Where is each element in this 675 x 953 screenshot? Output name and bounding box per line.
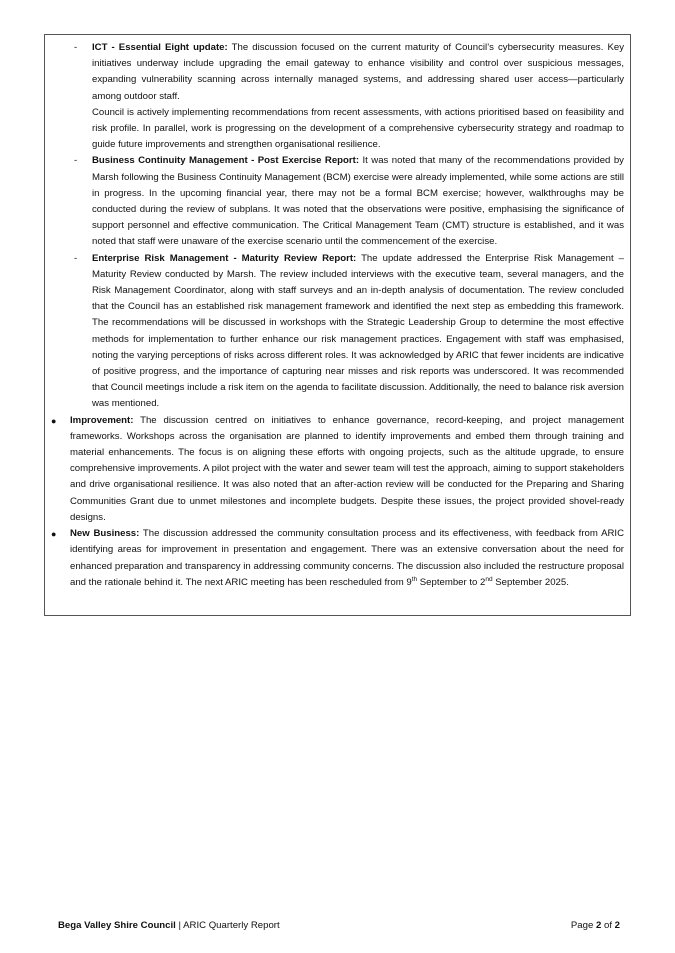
dash-marker: - <box>74 252 78 264</box>
content-box <box>44 34 631 616</box>
item-paragraph <box>92 153 624 250</box>
ordinal-suffix: th <box>411 575 418 583</box>
item-title: New Business: <box>70 528 140 540</box>
item-title: Enterprise Risk Management - Maturity Review Report: <box>92 252 357 264</box>
footer-title <box>58 920 280 931</box>
page-prefix: Page <box>570 920 596 931</box>
item-paragraph: Council is actively implementing recommendations from recent assessments, with actions prioritised based on feasibility and risk profile. In parallel, work is progressing on the development of a comprehensive cybersecurity strategy and roadmap to guide future improvements and strengthen organisational resilience. <box>92 106 624 151</box>
ordinal-suffix: nd <box>485 575 493 583</box>
bullet-marker: ● <box>51 529 57 540</box>
item-text: The update addressed the Enterprise Risk Management – Maturity Review conducted by Marsh. The review included interviews with the executive team, several managers, and the Risk Management Coordinator, along with staff surveys and an in-depth analysis of documentation. The review concluded that the Council has an established risk management framework and identified the next step as embedding this framework. The recommendations will be discussed in workshops with the Strategic Leadership Group to determine the most effective methods for implementation to further enhance our risk management practices. Engagement with staff was emphasised, noting the varying perceptions of risks across different roles. It was acknowledged by ARIC that fewer incidents are indicative of positive progress, and the importance of capturing near misses and risk reports was underscored. It was recommended that Council meetings include a risk item on the agenda to facilitate discussion. Additionally, the need to balance risk aversion was mentioned. <box>92 252 624 410</box>
list-item <box>45 413 630 526</box>
page-number <box>571 920 620 931</box>
item-paragraph <box>70 526 624 591</box>
item-title: ICT - Essential Eight update: <box>92 42 228 53</box>
dash-marker: - <box>74 42 78 53</box>
item-title: Improvement: <box>70 414 134 426</box>
item-text: The discussion centred on initiatives to enhance governance, record-keeping, and project management frameworks. Workshops across the organisation are planned to identify improvements and embed them through training and material enhancements. The focus is on aligning these efforts with ongoing projects, such as the altitude upgrade, to ensure comprehensive improvements. A pilot project with the water and sewer team will test the approach, aiming to support stakeholders and drive organisational resilience. It was also noted that an after-action review will be conducted for the Preparing and Sharing Communities Grant due to unmet milestones and incomplete budgets. Despite these issues, the project provided shovel-ready designs. <box>70 414 624 523</box>
item-paragraph <box>70 413 624 526</box>
list-item <box>45 251 630 413</box>
item-text: It was noted that many of the recommendations provided by Marsh following the Business Continuity Management (BCM) exercise were already implemented, while some actions are still in progress. In the upcoming financial year, there may not be a formal BCM exercise; however, walkthroughs may be conducted during the review of subplans. It was noted that the observations were positive, emphasising the significance of support personnel and effective communication. The Critical Management Team (CMT) structure is established, and it was noted that staff were unaware of the exercise scenario until the commencement of the exercise. <box>92 155 624 248</box>
footer-org: Bega Valley Shire Council <box>58 920 176 931</box>
list-item <box>45 153 630 250</box>
list-item <box>45 526 630 591</box>
document-body <box>45 40 630 591</box>
item-text: The discussion focused on the current maturity of Council’s cybersecurity measures. Key initiatives underway include upgrading the email gateway to enhance visibility and control over suspicious messages, expanding vulnerability scanning across internally managed systems, and addressing shared user access—particularly among outdoor staff. <box>92 42 624 102</box>
item-paragraph <box>92 40 624 105</box>
item-title: Business Continuity Management - Post Exercise Report: <box>92 155 360 167</box>
page-of: of <box>601 920 615 931</box>
list-item <box>45 40 630 153</box>
bullet-marker: ● <box>51 415 57 426</box>
page-total: 2 <box>614 920 620 931</box>
item-text: September to 2 <box>417 576 486 588</box>
item-text: The discussion addressed the community consultation process and its effectiveness, with feedback from ARIC identifying areas for improvement in presentation and engagement. There was an extensive conversation about the need for enhanced preparation and transparency in addressing community concerns. The discussion also included the restructure proposal and the rationale behind it. The next ARIC meeting has been rescheduled from 9 <box>70 528 624 588</box>
footer-report-name: | ARIC Quarterly Report <box>175 920 280 931</box>
item-paragraph <box>92 251 624 413</box>
item-text: September 2025. <box>492 576 569 588</box>
page-current: 2 <box>595 920 602 931</box>
dash-marker: - <box>74 155 78 167</box>
